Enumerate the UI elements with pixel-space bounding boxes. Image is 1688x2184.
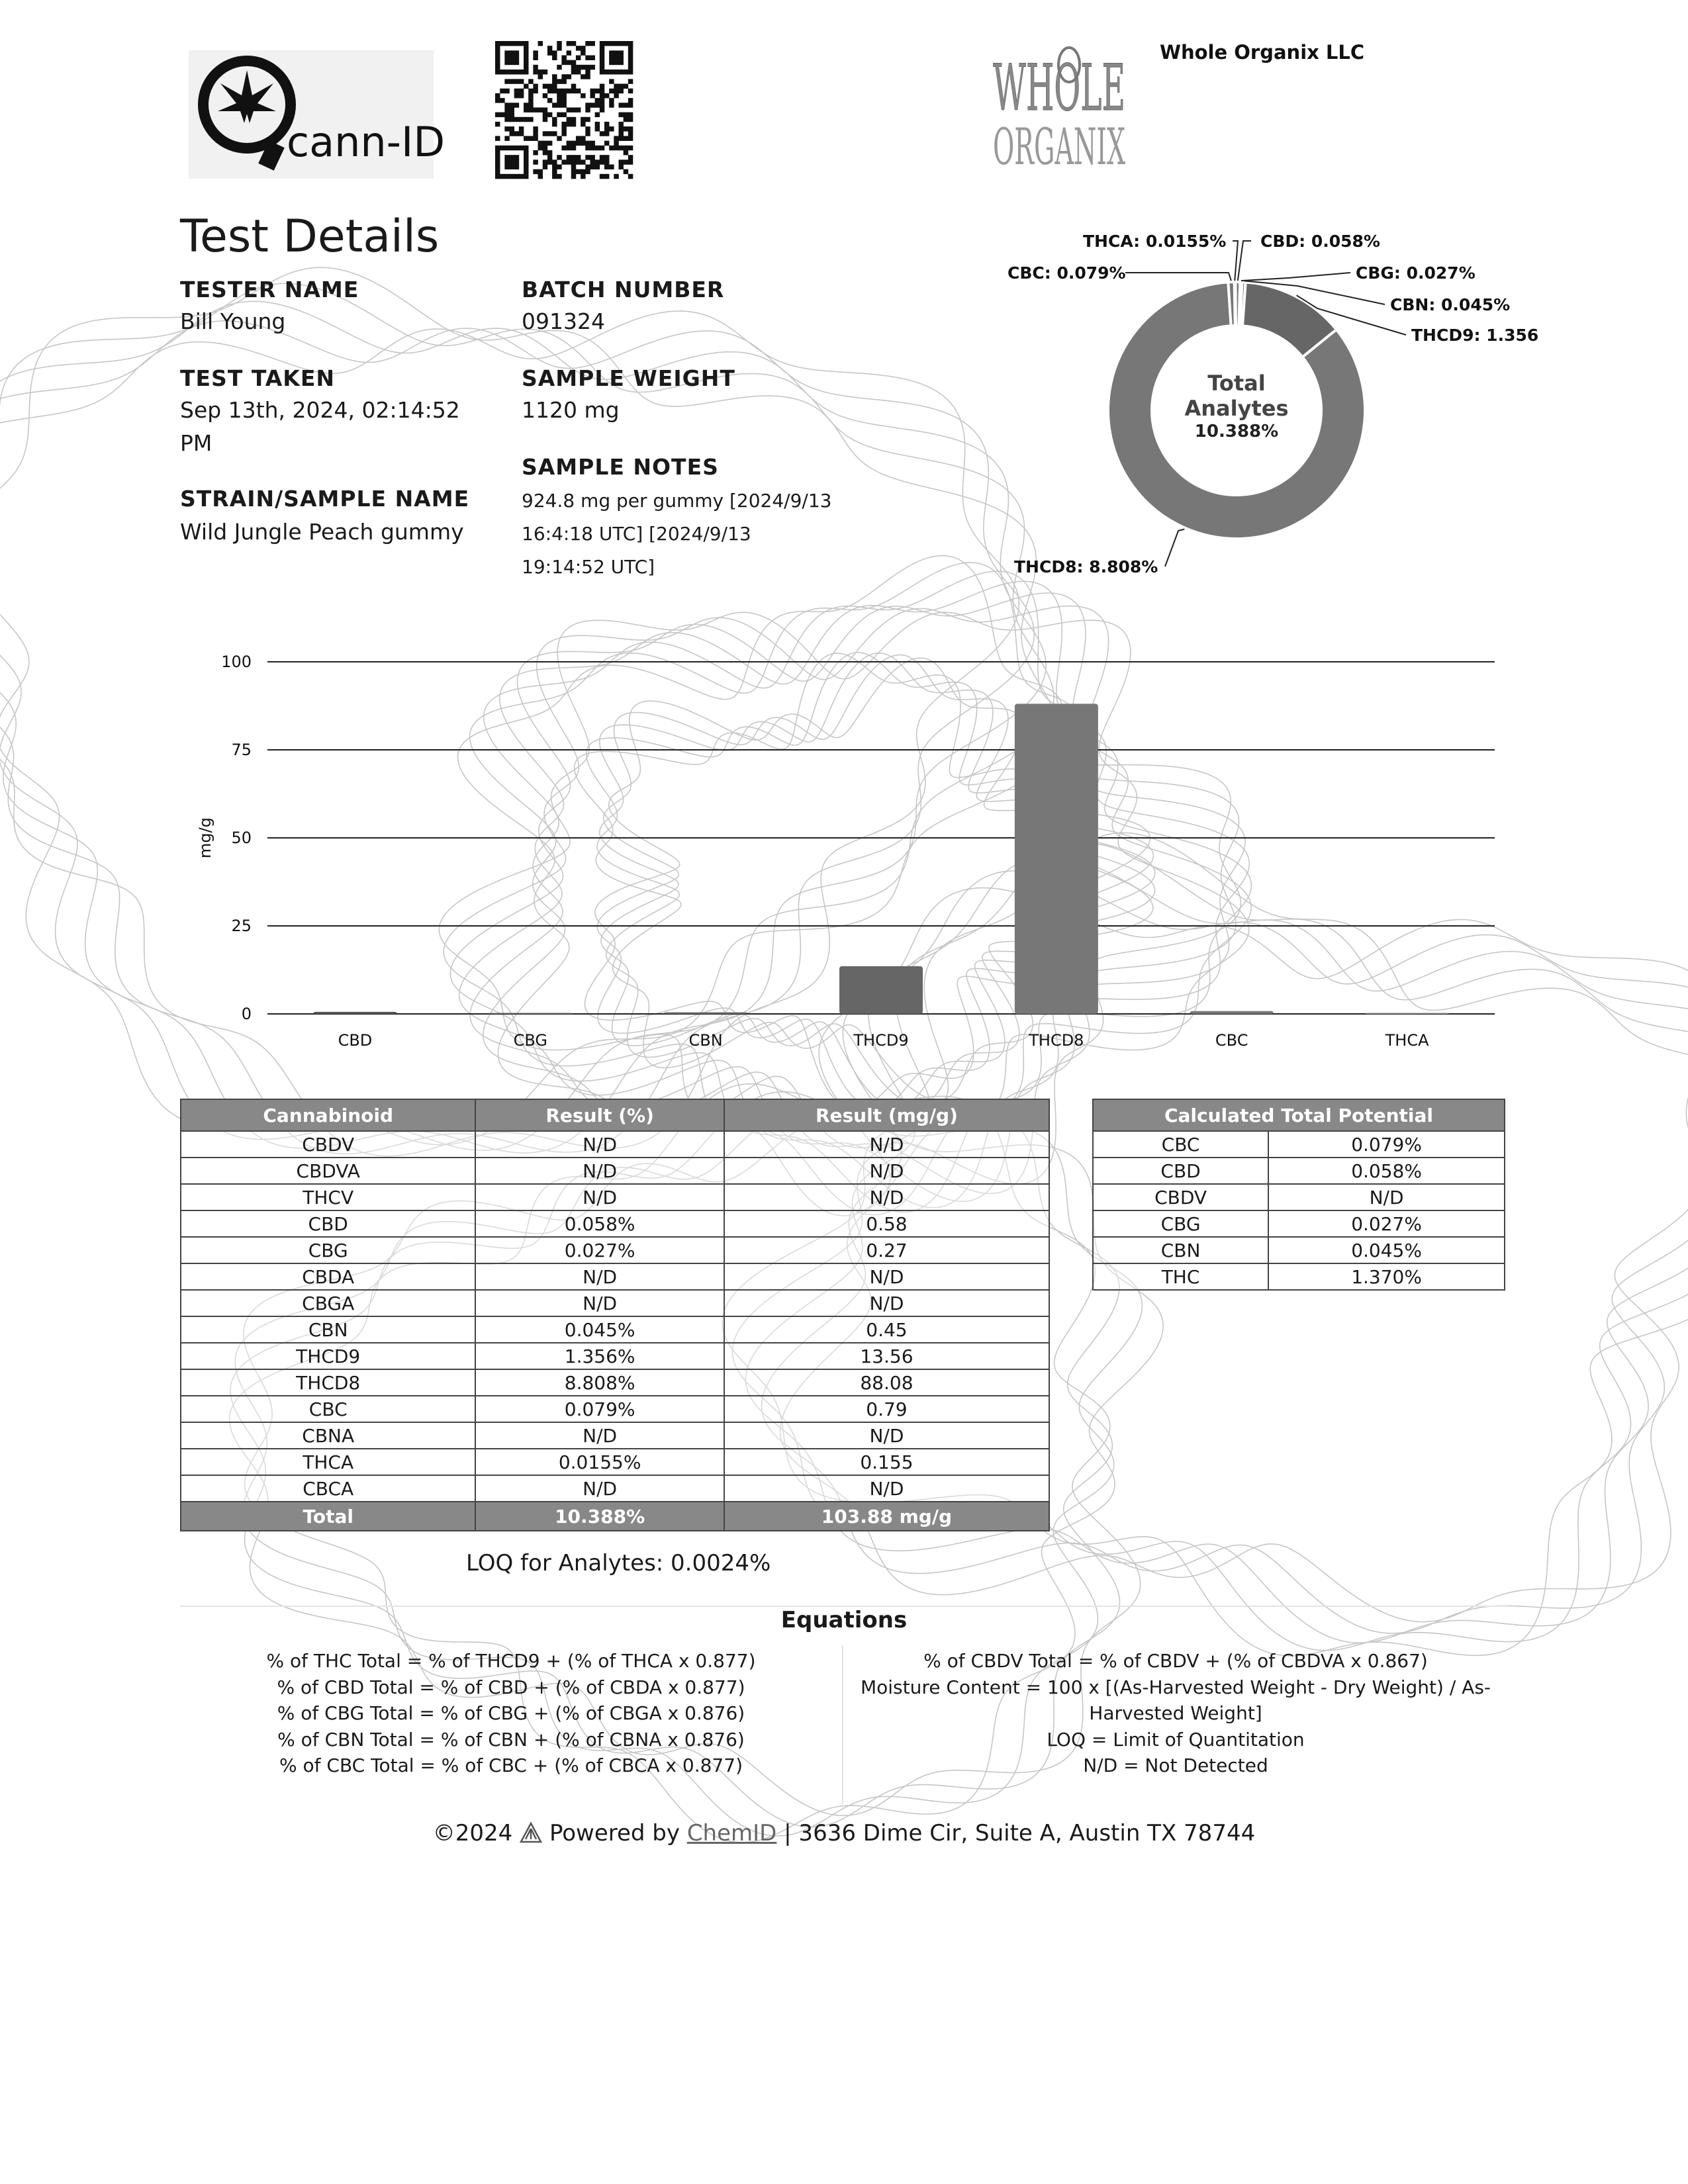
- donut-center-value: 10.388%: [1194, 422, 1279, 441]
- calculated-total-potential-table: [1092, 1099, 1505, 1291]
- donut-leader-thcd8: [1165, 529, 1184, 567]
- company-name: Whole Organix LLC: [1160, 41, 1365, 64]
- x-tick-label: CBG: [513, 1031, 547, 1050]
- table-row: [181, 1449, 1049, 1475]
- equation-line: % of CBN Total = % of CBN + (% of CBNA x 0.876): [277, 1728, 745, 1751]
- table-cell: 13.56: [724, 1343, 1049, 1369]
- equation-line: % of THC Total = % of THCD9 + (% of THCA x 0.877): [266, 1650, 756, 1672]
- table-cell: 0.0155%: [475, 1449, 724, 1475]
- chemid-link[interactable]: ChemID: [686, 1820, 777, 1846]
- test-taken-value-line1: Sep 13th, 2024, 02:14:52: [180, 397, 460, 423]
- test-taken-value-line2: PM: [180, 430, 212, 456]
- y-axis-label: mg/g: [196, 817, 214, 858]
- table-cell: CBGA: [181, 1290, 475, 1316]
- table-cell: 0.155: [724, 1449, 1049, 1475]
- donut-label-cbd: CBD: 0.058%: [1260, 232, 1380, 251]
- sample-notes-line1: 924.8 mg per gummy [2024/9/13: [522, 490, 832, 512]
- batch-label: BATCH NUMBER: [522, 277, 725, 302]
- tester-value: Bill Young: [180, 308, 286, 334]
- table-cell: N/D: [724, 1475, 1049, 1502]
- equation-line: LOQ = Limit of Quantitation: [1047, 1728, 1305, 1751]
- table-cell: 1.370%: [1268, 1263, 1505, 1290]
- table-cell: N/D: [475, 1184, 724, 1210]
- x-tick-label: THCA: [1385, 1031, 1429, 1050]
- table-row: [181, 1237, 1049, 1263]
- table-cell: CBDV: [1093, 1184, 1268, 1210]
- results-header-0: Cannabinoid: [181, 1099, 475, 1131]
- cannabinoid-results-table: [180, 1099, 1050, 1531]
- table-cell: THCD9: [181, 1343, 475, 1369]
- donut-leader-cbg: [1241, 273, 1350, 281]
- donut-leader-cbd: [1238, 241, 1251, 281]
- table-row: [1093, 1210, 1505, 1237]
- sample-notes-line2: 16:4:18 UTC] [2024/9/13: [522, 523, 751, 545]
- equation-line: % of CBD Total = % of CBD + (% of CBDA x 0.877): [277, 1676, 745, 1698]
- page-title: Test Details: [180, 210, 440, 263]
- strain-label: STRAIN/SAMPLE NAME: [180, 486, 470, 512]
- table-row: [181, 1158, 1049, 1184]
- bar-cbd: [313, 1012, 397, 1014]
- table-row: [181, 1210, 1049, 1237]
- x-tick-label: CBD: [338, 1031, 373, 1050]
- table-cell: CBD: [181, 1210, 475, 1237]
- sample-weight-label: SAMPLE WEIGHT: [522, 365, 735, 391]
- table-row: [181, 1184, 1049, 1210]
- table-row: [181, 1316, 1049, 1343]
- table-cell: 0.79: [724, 1396, 1049, 1422]
- donut-label-thcd9: THCD9: 1.356: [1411, 326, 1539, 345]
- potential-header: Calculated Total Potential: [1093, 1099, 1505, 1131]
- table-cell: THCV: [181, 1184, 475, 1210]
- total-cell: Total: [181, 1502, 475, 1531]
- donut-leader-cbc: [1125, 273, 1231, 281]
- table-cell: 0.58: [724, 1210, 1049, 1237]
- bar-chart: [196, 653, 1495, 1050]
- table-cell: 1.356%: [475, 1343, 724, 1369]
- table-cell: THC: [1093, 1263, 1268, 1290]
- bar-thcd8: [1015, 704, 1098, 1014]
- sample-notes-label: SAMPLE NOTES: [522, 454, 719, 480]
- equation-line: N/D = Not Detected: [1083, 1754, 1268, 1776]
- table-cell: 0.045%: [475, 1316, 724, 1343]
- table-cell: N/D: [724, 1158, 1049, 1184]
- table-cell: CBN: [181, 1316, 475, 1343]
- table-row: [1093, 1237, 1505, 1263]
- y-tick-label: 50: [231, 829, 252, 847]
- results-header-row: [181, 1099, 1049, 1131]
- table-row: [1093, 1263, 1505, 1290]
- equations-right-column: [845, 1648, 1507, 1779]
- bar-cbc: [1190, 1011, 1274, 1014]
- table-cell: N/D: [724, 1290, 1049, 1316]
- table-cell: N/D: [475, 1158, 724, 1184]
- equation-line: % of CBC Total = % of CBC + (% of CBCA x 0.877): [279, 1754, 743, 1776]
- table-cell: 88.08: [724, 1369, 1049, 1396]
- table-row: [181, 1475, 1049, 1502]
- table-cell: THCA: [181, 1449, 475, 1475]
- donut-center-label-2: Analytes: [1184, 396, 1289, 421]
- table-row: [181, 1396, 1049, 1422]
- donut-label-cbg: CBG: 0.027%: [1356, 263, 1476, 283]
- bar-thca: [1366, 1013, 1449, 1015]
- equation-line: % of CBG Total = % of CBG + (% of CBGA x 0.876): [277, 1702, 745, 1724]
- bar-cbg: [489, 1013, 572, 1015]
- total-cell: 103.88 mg/g: [724, 1502, 1049, 1531]
- table-cell: CBC: [1093, 1131, 1268, 1158]
- powered-by-text: Powered by: [549, 1820, 680, 1846]
- table-cell: 0.058%: [475, 1210, 724, 1237]
- table-row: [1093, 1184, 1505, 1210]
- donut-label-thca: THCA: 0.0155%: [1083, 232, 1227, 251]
- table-cell: CBG: [1093, 1210, 1268, 1237]
- table-cell: 0.27: [724, 1237, 1049, 1263]
- equations-title: Equations: [780, 1607, 908, 1633]
- table-row: [181, 1369, 1049, 1396]
- x-tick-label: CBC: [1215, 1031, 1248, 1050]
- table-cell: N/D: [724, 1131, 1049, 1158]
- table-cell: N/D: [724, 1263, 1049, 1290]
- y-tick-label: 0: [241, 1005, 252, 1023]
- table-cell: THCD8: [181, 1369, 475, 1396]
- sample-weight-value: 1120 mg: [522, 397, 620, 423]
- test-taken-label: TEST TAKEN: [180, 365, 336, 391]
- table-cell: N/D: [475, 1263, 724, 1290]
- table-cell: N/D: [475, 1290, 724, 1316]
- table-cell: 0.079%: [1268, 1131, 1505, 1158]
- table-cell: CBG: [181, 1237, 475, 1263]
- loq-note: LOQ for Analytes: 0.0024%: [466, 1550, 771, 1576]
- table-cell: 0.027%: [475, 1237, 724, 1263]
- donut-center-label-1: Total: [1207, 371, 1266, 396]
- table-cell: CBD: [1093, 1158, 1268, 1184]
- total-row: [181, 1502, 1049, 1531]
- table-cell: 0.045%: [1268, 1237, 1505, 1263]
- donut-chart: [1008, 232, 1538, 576]
- results-header-2: Result (mg/g): [724, 1099, 1049, 1131]
- table-cell: N/D: [475, 1475, 724, 1502]
- donut-leader-thca: [1233, 241, 1238, 281]
- x-tick-label: THCD8: [1029, 1031, 1084, 1050]
- equations-divider: [842, 1645, 843, 1804]
- table-cell: 0.027%: [1268, 1210, 1505, 1237]
- table-cell: N/D: [475, 1422, 724, 1449]
- results-header-1: Result (%): [475, 1099, 724, 1131]
- table-cell: 0.058%: [1268, 1158, 1505, 1184]
- footer: [0, 1820, 1688, 1846]
- table-cell: N/D: [1268, 1184, 1505, 1210]
- donut-label-cbn: CBN: 0.045%: [1390, 295, 1511, 314]
- table-row: [181, 1343, 1049, 1369]
- table-cell: 0.45: [724, 1316, 1049, 1343]
- table-row: [1093, 1158, 1505, 1184]
- table-cell: N/D: [475, 1131, 724, 1158]
- svg-text:WHOLE: WHOLE: [993, 51, 1125, 125]
- x-tick-label: THCD9: [853, 1031, 909, 1050]
- table-cell: 0.079%: [475, 1396, 724, 1422]
- table-row: [181, 1290, 1049, 1316]
- sample-notes-line3: 19:14:52 UTC]: [522, 556, 655, 578]
- table-cell: CBC: [181, 1396, 475, 1422]
- table-row: [181, 1131, 1049, 1158]
- strain-value: Wild Jungle Peach gummy: [180, 519, 464, 545]
- table-cell: CBCA: [181, 1475, 475, 1502]
- table-cell: CBDA: [181, 1263, 475, 1290]
- table-row: [181, 1263, 1049, 1290]
- x-tick-label: CBN: [688, 1031, 723, 1050]
- table-row: [1093, 1131, 1505, 1158]
- bar-thcd9: [839, 966, 923, 1014]
- chemid-logo-icon: [520, 1822, 542, 1843]
- svg-text:ORGANIX: ORGANIX: [993, 117, 1125, 176]
- equation-line: Harvested Weight]: [1089, 1702, 1262, 1724]
- y-tick-label: 75: [231, 741, 252, 759]
- table-cell: CBNA: [181, 1422, 475, 1449]
- tester-label: TESTER NAME: [180, 277, 359, 302]
- copyright: ©2024: [432, 1820, 513, 1846]
- table-cell: CBDV: [181, 1131, 475, 1158]
- donut-label-cbc: CBC: 0.079%: [1008, 263, 1126, 283]
- table-cell: CBDVA: [181, 1158, 475, 1184]
- equation-line: % of CBDV Total = % of CBDV + (% of CBDVA x 0.867): [923, 1650, 1428, 1672]
- y-tick-label: 100: [221, 653, 252, 671]
- equations-left-column: [180, 1648, 842, 1779]
- batch-value: 091324: [522, 308, 605, 334]
- y-tick-label: 25: [231, 917, 252, 935]
- address: | 3636 Dime Cir, Suite A, Austin TX 78744: [784, 1820, 1256, 1846]
- total-cell: 10.388%: [475, 1502, 724, 1531]
- bar-cbn: [664, 1013, 747, 1014]
- table-cell: N/D: [724, 1184, 1049, 1210]
- equation-line: Moisture Content = 100 x [(As-Harvested Weight - Dry Weight) / As-: [860, 1676, 1491, 1698]
- svg-text:cann-ID: cann-ID: [287, 118, 445, 166]
- donut-label-thcd8: THCD8: 8.808%: [1014, 557, 1158, 576]
- table-row: [181, 1422, 1049, 1449]
- table-cell: N/D: [724, 1422, 1049, 1449]
- table-cell: CBN: [1093, 1237, 1268, 1263]
- table-cell: 8.808%: [475, 1369, 724, 1396]
